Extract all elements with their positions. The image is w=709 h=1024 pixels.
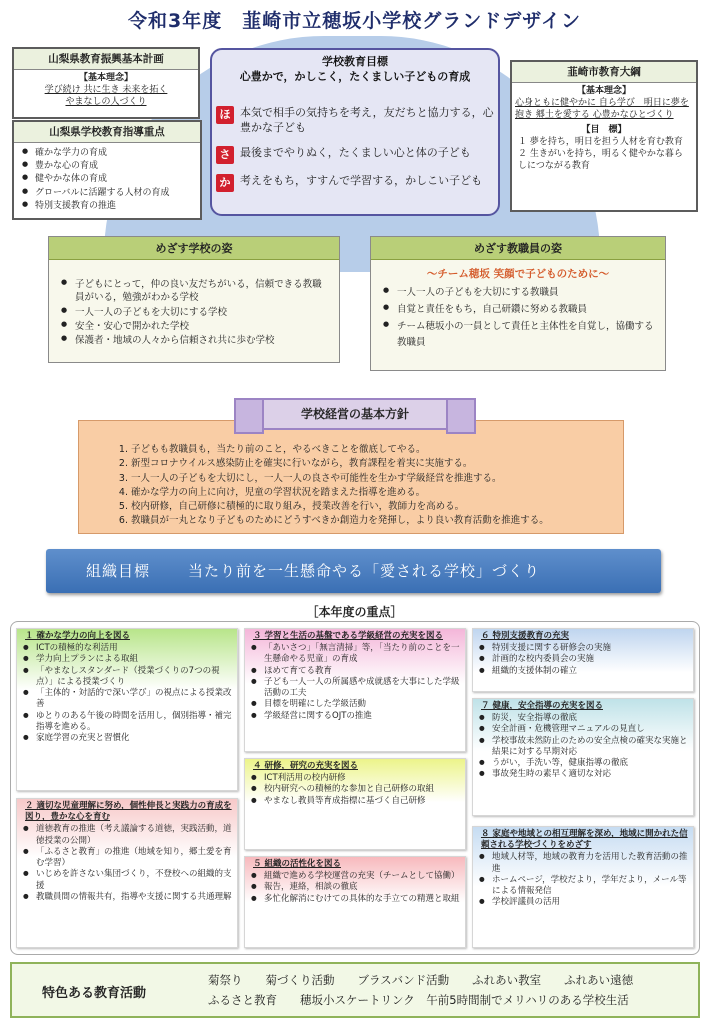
- school-goal-item: [216, 146, 496, 161]
- ideal-staff-item: ● 自覚と責任をもち，自己研鑽に努める教職員: [383, 302, 657, 318]
- features-label: 特色ある教育活動: [42, 986, 147, 1001]
- focus-title: ２ 適切な児童理解に努め，個性伸長と実践力の育成を図り，豊かな心を育む: [25, 801, 232, 823]
- ideal-school-item: ● 保護者・地域の人々から信頼され共に歩む学校: [61, 334, 331, 347]
- ideal-staff-item: ● チーム穂坂小の一員として責任と主体性を自覚し，協働する教職員: [383, 319, 657, 351]
- focus-item: ● 事故発生時の素早く適切な対応: [479, 769, 690, 780]
- focus-item: ● 学校評議員の活用: [479, 897, 690, 908]
- city-outline-line: 心身ともに健やかに 自ら学び 明日に夢を抱き 郷土を愛する 心豊かなひとづくり: [515, 98, 689, 121]
- ideal-school-item: ● 一人一人の子どもを大切にする学校: [61, 306, 331, 319]
- pref-plan-line: 学び続け 共に生き 未来を拓く: [44, 85, 168, 96]
- focus-box-1: [16, 628, 238, 791]
- focus-item: ● いじめを許さない集団づくり，不登校への組織的支援: [23, 869, 234, 891]
- focus-box-4: [244, 758, 466, 850]
- focus-item: ● 「あいさつ」「無言清掃」等，「当たり前のことを一生懸命やる児童」の育成: [251, 643, 462, 665]
- focus-item: ● 教職員間の情報共有，指導や支援に関する共通理解: [23, 892, 234, 903]
- city-outline-goal: ２ 生きがいを持ち，明るく健やかな暮らしにつながる教育: [518, 148, 683, 172]
- goal-text: 最後までやりぬく，たくましい心と体の子ども: [240, 146, 471, 159]
- focus-title: ５ 組織の活性化を図る: [253, 859, 341, 869]
- school-goal-heading: 学校教育目標: [322, 55, 388, 68]
- policy-panel: [78, 420, 624, 534]
- focus-item: ● 地域人材等，地域の教育力を活用した教育活動の推進: [479, 852, 690, 874]
- goal-text: 考えをもち，すすんで学習する，かしこい子ども: [240, 174, 483, 187]
- focus-title: ７ 健康，安全指導の充実を図る: [481, 701, 603, 711]
- focus-item: ● 子ども一人一人の所属感や成就感を大事にした学級活動の工夫: [251, 677, 462, 699]
- city-outline-panel: [510, 60, 698, 212]
- pref-plan-sub: 【基本理念】: [78, 73, 133, 84]
- focus-item: ● 学力向上プランによる取組: [23, 654, 234, 665]
- policy-item: 2. 新型コロナウイルス感染防止を確実に行いながら，教育課程を着実に実施する。: [131, 457, 615, 471]
- focus-item: ● 特別支援に関する研修会の実施: [479, 643, 690, 654]
- focus-item: ● ICT利活用の校内研修: [251, 773, 462, 784]
- focus-item: ● 計画的な校内委員会の実施: [479, 654, 690, 665]
- focus-title: １ 確かな学力の向上を図る: [25, 631, 130, 641]
- focus-box-6: [472, 628, 694, 692]
- pref-guidance-item: ● 健やかな体の育成: [22, 173, 194, 185]
- policy-heading: [234, 398, 476, 430]
- pref-plan-line: やまなしの人づくり: [65, 97, 147, 108]
- focus-item: ● ICTの積極的な利活用: [23, 643, 234, 654]
- focus-heading: ［本年度の重点］: [306, 605, 403, 619]
- ideal-staff-slogan: ～チーム穂坂 笑顔で子どものために～: [426, 268, 610, 280]
- focus-item: ● 目標を明確にした学級活動: [251, 699, 462, 710]
- school-goal-item: [216, 106, 496, 136]
- org-goal-banner: [46, 549, 661, 593]
- focus-item: ● うがい，手洗い等，健康指導の徹底: [479, 758, 690, 769]
- focus-item: ● 報告，連絡，相談の徹底: [251, 882, 462, 893]
- page-title: 令和3年度 韮崎市立穂坂小学校グランドデザイン: [128, 10, 581, 32]
- pref-guidance-heading: 山梨県学校教育指導重点: [14, 122, 200, 143]
- focus-item: ● 「主体的・対話的で深い学び」の視点による授業改善: [23, 688, 234, 710]
- city-outline-sub2: 【目 標】: [581, 124, 627, 135]
- focus-box-5: [244, 856, 466, 948]
- focus-box-3: [244, 628, 466, 752]
- pref-plan-panel: [12, 47, 200, 119]
- features-panel: [10, 962, 700, 1018]
- policy-item: 4. 確かな学力の向上に向け，児童の学習状況を踏まえた指導を進める。: [131, 486, 615, 500]
- focus-item: ● 家庭学習の充実と習慣化: [23, 733, 234, 744]
- pref-guidance-item: ● 確かな学力の育成: [22, 147, 194, 159]
- pref-guidance-item: ● 特別支援教育の推進: [22, 200, 194, 212]
- focus-item: ● 「ふるさと教育」の推進（地域を知り，郷土愛を育む学習）: [23, 847, 234, 869]
- features-line: ふるさと教育 穂坂小スケートリンク 午前5時間制でメリハリのある学校生活: [208, 993, 629, 1007]
- ideal-school-heading: めざす学校の姿: [49, 237, 339, 260]
- policy-item: 5. 校内研修，自己研修に積極的に取り組み，授業改善を行い，教師力を高める。: [131, 500, 615, 514]
- focus-item: ● 校内研究への積極的な参加と自己研修の取組: [251, 784, 462, 795]
- goal-mark-ho: ほ: [216, 106, 234, 124]
- focus-item: ● 安全計画・危機管理マニュアルの見直し: [479, 724, 690, 735]
- focus-item: ● 学校事故未然防止のための安全点検の確実な実施と結果に対する早期対応: [479, 736, 690, 758]
- focus-item: ● 組織で進める学校運営の充実（チームとして協働）: [251, 871, 462, 882]
- focus-box-7: [472, 698, 694, 816]
- focus-title: ８ 家庭や地域との相互理解を深め，地域に開かれた信頼される学校づくりをめざす: [481, 829, 688, 851]
- focus-box-8: [472, 826, 694, 948]
- focus-item: ● やまなし教員等育成指標に基づく自己研修: [251, 796, 462, 807]
- goal-mark-sa: さ: [216, 146, 234, 164]
- ideal-staff-item: ● 一人一人の子どもを大切にする教職員: [383, 285, 657, 301]
- focus-item: ● ホームページ，学校だより，学年だより，メール等による情報発信: [479, 875, 690, 897]
- city-outline-sub1: 【基本理念】: [576, 86, 631, 97]
- focus-item: ● 防災，安全指導の徹底: [479, 713, 690, 724]
- pref-plan-heading: 山梨県教育振興基本計画: [14, 49, 198, 70]
- pref-guidance-item: ● グローバルに活躍する人材の育成: [22, 187, 194, 199]
- ideal-school-item: ● 安全・安心で開かれた学校: [61, 320, 331, 333]
- ideal-staff-panel: [370, 236, 666, 371]
- org-goal-label: 組織目標: [86, 562, 151, 580]
- city-outline-goal: １ 夢を持ち，明日を担う人材を育む教育: [518, 136, 683, 147]
- pref-guidance-panel: [12, 120, 202, 220]
- focus-item: ● 多忙化解消にむけての具体的な手立ての精選と取組: [251, 894, 462, 905]
- policy-item: 1. 子どもも教職員も，当たり前のこと，やるべきことを徹底してやる。: [131, 443, 615, 457]
- school-goal-box: [210, 48, 500, 216]
- focus-item: ● 道徳教育の推進（考え議論する道徳，実践活動，道徳授業の公開）: [23, 824, 234, 846]
- school-goal-subtitle: 心豊かで，かしこく，たくましい子どもの育成: [239, 70, 471, 84]
- goal-text: 本気で相手の気持ちを考え，友だちと協力する，心豊かな子ども: [240, 106, 494, 134]
- city-outline-heading: 韮崎市教育大綱: [512, 62, 696, 83]
- policy-item: 6. 教職員が一丸となり子どものためにどうすべきか創造力を発揮し，より良い教育活動を推進する。: [131, 514, 615, 528]
- goal-mark-ka: か: [216, 174, 234, 192]
- policy-item: 3. 一人一人の子どもを大切にし，一人一人の良さや可能性を生かす学級経営を推進する。: [131, 472, 615, 486]
- focus-item: ● 組織的支援体制の確立: [479, 666, 690, 677]
- focus-item: ● ゆとりのある午後の時間を活用し，個別指導・補完指導を進める。: [23, 711, 234, 733]
- focus-item: ● 「やまなしスタンダード（授業づくりの7つの視点）」による授業づくり: [23, 666, 234, 688]
- features-line: 菊祭り 菊づくり活動 ブラスバンド活動 ふれあい教室 ふれあい遠徳: [208, 973, 634, 987]
- pref-guidance-item: ● 豊かな心の育成: [22, 160, 194, 172]
- focus-title: ６ 特別支援教育の充実: [481, 631, 569, 641]
- ideal-school-panel: [48, 236, 340, 363]
- ideal-staff-heading: めざす教職員の姿: [371, 237, 665, 260]
- school-goal-item: [216, 174, 496, 189]
- focus-item: ● 学級経営に関するOJTの推進: [251, 711, 462, 722]
- focus-box-2: [16, 798, 238, 948]
- ideal-school-item: ● 子どもにとって，仲の良い友だちがいる，信頼できる教職員がいる，勉強がわかる学校: [61, 278, 331, 305]
- focus-title: ３ 学習と生活の基盤である学級経営の充実を図る: [253, 631, 443, 641]
- policy-heading-text: 学校経営の基本方針: [300, 407, 409, 421]
- focus-item: ● ほめて育てる教育: [251, 666, 462, 677]
- org-goal-text: 当たり前を一生懸命やる「愛される学校」づくり: [188, 562, 541, 580]
- focus-title: ４ 研修，研究の充実を図る: [253, 761, 358, 771]
